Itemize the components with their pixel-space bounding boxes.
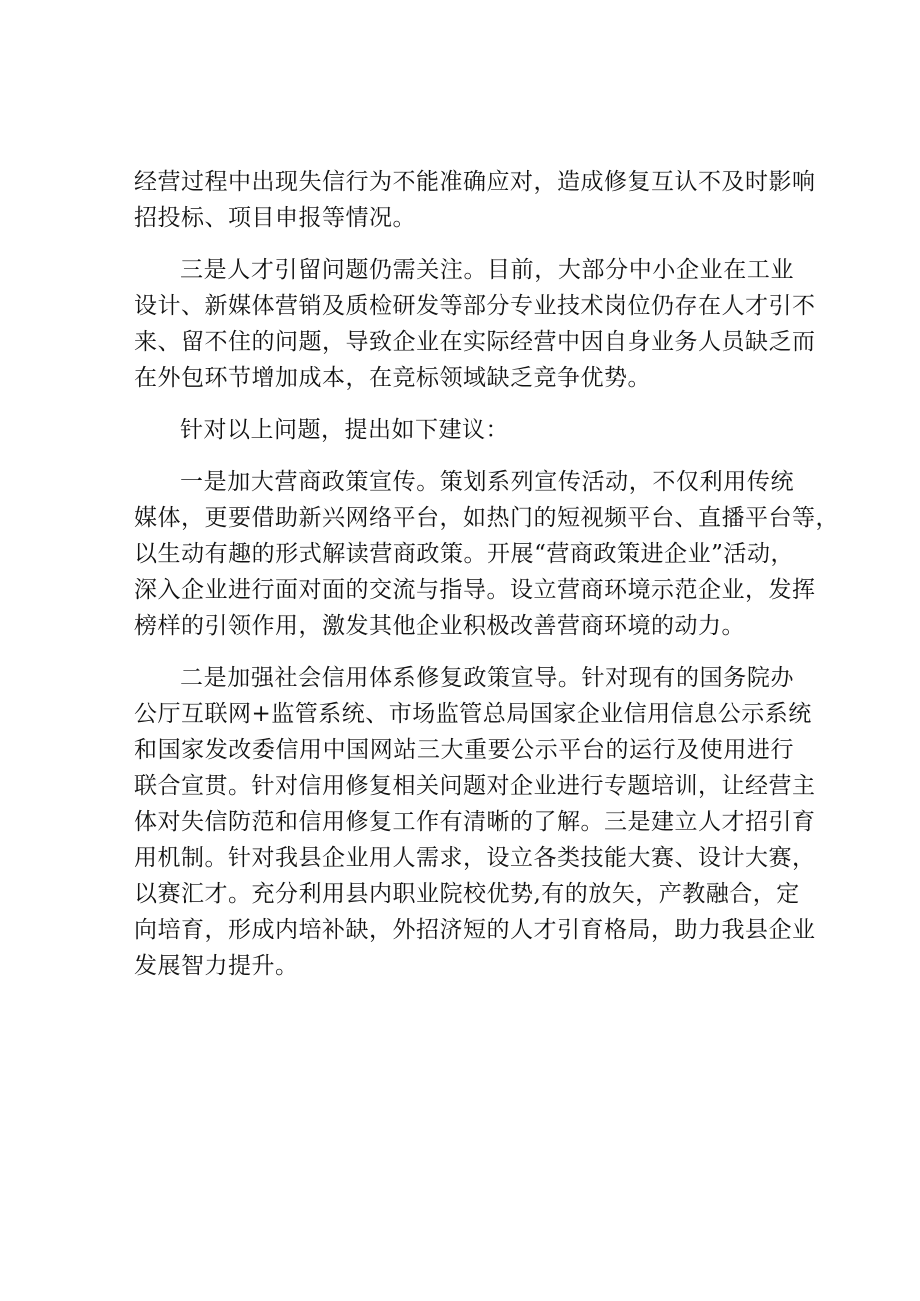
text-line: 二是加强社会信用体系修复政策宣导。针对现有的国务院办 [180, 665, 794, 691]
text-line: 联合宣贯。针对信用修复相关问题对企业进行专题培训，让经营主 [134, 773, 816, 799]
text-line: 设计、新媒体营销及质检研发等部分专业技术岗位仍存在人才引不 [134, 293, 816, 319]
text-line: 来、留不住的问题，导致企业在实际经营中因自身业务人员缺乏而 [134, 329, 816, 355]
text-line: 三是人才引留问题仍需关注。目前，大部分中小企业在工业 [180, 257, 794, 283]
paragraph-suggestion-two [134, 660, 816, 984]
text-line: 以生动有趣的形式解读营商政策。开展“营商政策进企业”活动， [134, 541, 794, 567]
text-line: 一是加大营商政策宣传。策划系列宣传活动，不仅利用传统 [180, 469, 794, 495]
text-line: 在外包环节增加成本，在竞标领域缺乏竞争优势。 [134, 365, 651, 391]
text-line: 招投标、项目申报等情况。 [134, 205, 416, 231]
text-line: 深入企业进行面对面的交流与指导。设立营商环境示范企业，发挥 [134, 577, 816, 603]
text-line: 用机制。针对我县企业用人需求，设立各类技能大赛、设计大赛， [134, 845, 816, 871]
document-body [134, 164, 839, 1000]
paragraph-talent-issue [134, 252, 816, 396]
text-line: 公厅互联网+监管系统、市场监管总局国家企业信用信息公示系统 [134, 701, 812, 727]
paragraph-suggestions-intro [134, 412, 794, 448]
text-line: 媒体，更要借助新兴网络平台，如热门的短视频平台、直播平台等， [134, 505, 839, 531]
text-line: 向培育，形成内培补缺，外招济短的人才引育格局，助力我县企业 [134, 917, 816, 943]
paragraph-suggestion-one [134, 464, 839, 644]
text-line: 体对失信防范和信用修复工作有清晰的了解。三是建立人才招引育 [134, 809, 816, 835]
text-line: 和国家发改委信用中国网站三大重要公示平台的运行及使用进行 [134, 737, 794, 763]
paragraph-continuation [134, 164, 816, 236]
text-line: 榜样的引领作用，激发其他企业积极改善营商环境的动力。 [134, 613, 745, 639]
text-line: 以赛汇才。充分利用县内职业院校优势,有的放矢，产教融合，定 [134, 881, 800, 907]
text-line: 经营过程中出现失信行为不能准确应对，造成修复互认不及时影响 [134, 169, 816, 195]
text-line: 针对以上问题，提出如下建议： [180, 417, 509, 443]
text-line: 发展智力提升。 [134, 953, 299, 979]
